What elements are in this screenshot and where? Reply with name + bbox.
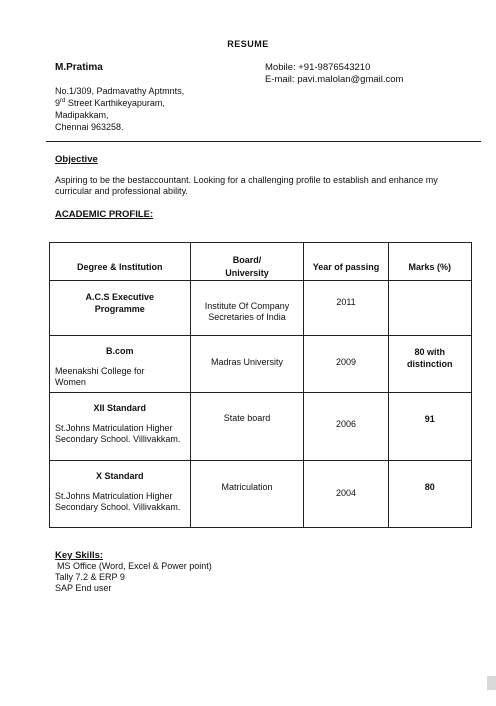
address-line: No.1/309, Padmavathy Aptmnts, xyxy=(55,86,185,96)
header-cell xyxy=(304,243,388,281)
year-value: 2009 xyxy=(335,357,357,367)
table-row xyxy=(50,281,472,336)
column-header-board: Board/ University xyxy=(225,255,269,278)
board-cell xyxy=(190,393,304,461)
degree-cell xyxy=(50,461,191,528)
header-divider xyxy=(46,141,481,142)
degree-cell xyxy=(50,393,191,461)
degree-cell xyxy=(50,336,191,393)
objective-heading: Objective xyxy=(55,154,98,165)
skill-item: Tally 7.2 & ERP 9 xyxy=(55,572,125,582)
header-cell xyxy=(388,243,471,281)
degree-name: B.com xyxy=(106,346,134,356)
table-header-row xyxy=(50,243,472,281)
objective-text: Aspiring to be the bestaccountant. Looking for a challenging profile to establish and enhance my curricular and professional ability. xyxy=(55,175,438,196)
year-cell xyxy=(304,336,388,393)
board-cell xyxy=(190,281,304,336)
skill-item: MS Office (Word, Excel & Power point) xyxy=(57,561,212,571)
column-header-year: Year of passing xyxy=(312,262,380,272)
marks-cell xyxy=(388,281,471,336)
table-row xyxy=(50,336,472,393)
academic-table xyxy=(49,242,472,528)
resume-title: RESUME xyxy=(227,39,269,49)
column-header-degree: Degree & Institution xyxy=(77,262,163,272)
academic-heading: ACADEMIC PROFILE: xyxy=(55,209,154,220)
year-value: 2004 xyxy=(335,488,357,498)
header-cell xyxy=(190,243,304,281)
table-row xyxy=(50,461,472,528)
year-cell xyxy=(304,393,388,461)
degree-name: A.C.S Executive Programme xyxy=(85,292,155,314)
marks-cell xyxy=(388,336,471,393)
board-cell xyxy=(190,461,304,528)
institution-name: St.Johns Matriculation Higher Secondary School. Villivakkam. xyxy=(55,491,181,512)
column-header-marks: Marks (%) xyxy=(408,262,452,272)
board-name: State board xyxy=(223,413,271,423)
marks-cell xyxy=(388,393,471,461)
key-skills-heading: Key Skills: xyxy=(55,550,104,561)
header-cell xyxy=(50,243,191,281)
marks-value: 80 with distinction xyxy=(407,347,453,369)
candidate-name: M.Pratima xyxy=(55,62,103,73)
skill-item: SAP End user xyxy=(55,583,112,593)
degree-cell xyxy=(50,281,191,336)
page-corner-mark xyxy=(487,676,496,690)
year-value: 2006 xyxy=(335,419,357,429)
board-cell xyxy=(190,336,304,393)
table-row xyxy=(50,393,472,461)
board-name: Institute Of Company Secretaries of India xyxy=(204,301,290,322)
address-line: 9rd Street Karthikeyapuram, xyxy=(55,98,165,108)
address-line: Madipakkam, xyxy=(55,110,109,120)
degree-name: X Standard xyxy=(96,471,144,481)
address-block xyxy=(55,85,184,133)
year-cell xyxy=(304,281,388,336)
address-line: Chennai 963258. xyxy=(55,122,124,132)
key-skills-list xyxy=(55,561,212,594)
email-address: E-mail: pavi.malolan@gmail.com xyxy=(265,74,404,85)
degree-name: XII Standard xyxy=(93,403,147,413)
year-value: 2011 xyxy=(336,297,356,307)
institution-name: St.Johns Matriculation Higher Secondary School. Villivakkam. xyxy=(55,423,181,444)
marks-cell xyxy=(388,461,471,528)
board-name: Madras University xyxy=(210,357,284,367)
marks-value: 91 xyxy=(424,414,435,424)
mobile-number: Mobile: +91-9876543210 xyxy=(265,62,371,73)
board-name: Matriculation xyxy=(221,482,273,492)
contact-block xyxy=(265,62,403,86)
marks-value: 80 xyxy=(424,482,435,492)
year-cell xyxy=(304,461,388,528)
institution-name: Meenakshi College for Women xyxy=(55,366,145,387)
